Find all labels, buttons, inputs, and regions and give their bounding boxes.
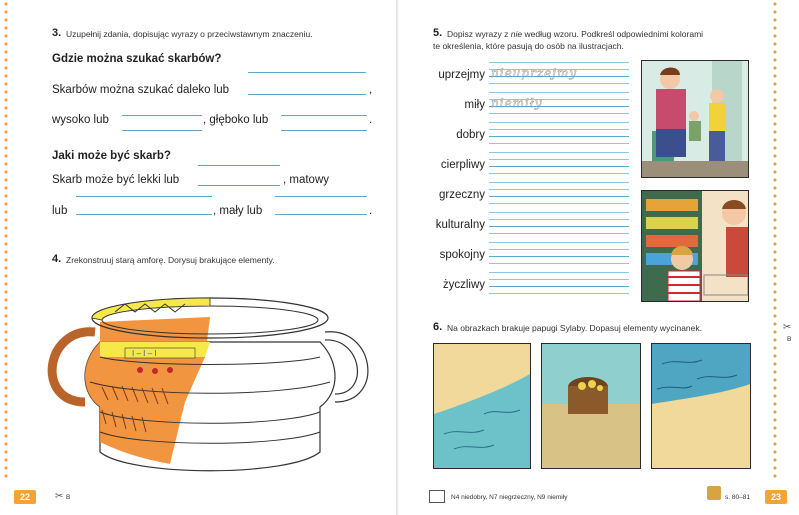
exercise-3-number: 3. bbox=[52, 27, 62, 39]
exercise-6-instruction: Na obrazkach brakuje papugi Sylaby. Dopasuj elementy wycinanek. bbox=[447, 323, 702, 333]
writing-line[interactable] bbox=[489, 242, 629, 243]
writing-line[interactable] bbox=[489, 122, 629, 123]
word-8: życzliwy bbox=[442, 279, 485, 291]
exercise-4-instruction: Zrekonstruuj starą amforę. Dorysuj brakujące elementy. bbox=[66, 255, 275, 265]
sentence-2d: , mały lub bbox=[213, 205, 263, 217]
amphora-illustration[interactable] bbox=[40, 282, 380, 482]
writing-line[interactable] bbox=[489, 279, 629, 280]
exercise-6-number: 6. bbox=[433, 321, 443, 333]
dotted-border-left bbox=[4, 0, 8, 480]
side-label: B bbox=[787, 336, 792, 343]
left-page bbox=[0, 0, 398, 515]
scissors-icon: ✂ bbox=[55, 491, 64, 502]
word-1: uprzejmy bbox=[438, 69, 485, 81]
writing-line[interactable] bbox=[489, 196, 629, 197]
writing-line[interactable] bbox=[489, 166, 629, 167]
footer-note: N4 niedobry, N7 niegrzeczny, N9 niemiły bbox=[451, 494, 568, 501]
writing-line[interactable] bbox=[489, 249, 629, 250]
sentence-2c: lub bbox=[52, 205, 68, 217]
footer-label: B bbox=[66, 494, 71, 501]
answer-line[interactable] bbox=[76, 214, 212, 215]
traced-word-1: nieuprzejmy bbox=[491, 66, 578, 80]
punct: . bbox=[369, 205, 373, 217]
writing-line[interactable] bbox=[489, 113, 629, 114]
answer-line[interactable] bbox=[275, 196, 367, 197]
writing-line[interactable] bbox=[489, 152, 629, 153]
sentence-1c: , głęboko lub bbox=[203, 114, 269, 126]
instr-part: Dopisz wyrazy z bbox=[447, 29, 511, 39]
instr-em: nie bbox=[510, 29, 523, 39]
exercise-3-instruction: Uzupełnij zdania, dopisując wyrazy o przeciwstawnym znaczeniu. bbox=[66, 29, 313, 39]
writing-line[interactable] bbox=[489, 293, 629, 294]
page-number-right: 23 bbox=[765, 490, 787, 504]
scissors-icon: ✂ bbox=[783, 322, 792, 333]
writing-line[interactable] bbox=[489, 83, 629, 84]
shop-scene-image bbox=[642, 191, 748, 301]
word-2: miły bbox=[464, 99, 485, 111]
writing-line[interactable] bbox=[489, 62, 629, 63]
sentence-1a: Skarbów można szukać daleko lub bbox=[52, 84, 230, 96]
book-icon bbox=[429, 490, 445, 503]
workbook-icon bbox=[707, 486, 721, 500]
word-6: kulturalny bbox=[435, 219, 485, 231]
dotted-border-right bbox=[773, 0, 777, 480]
punct: . bbox=[369, 114, 373, 126]
writing-line[interactable] bbox=[489, 272, 629, 273]
answer-line[interactable] bbox=[76, 196, 212, 197]
writing-line[interactable] bbox=[489, 99, 629, 100]
writing-line[interactable] bbox=[489, 189, 629, 190]
svg-text:I – I – I: I – I – I bbox=[132, 349, 157, 358]
writing-line[interactable] bbox=[489, 226, 629, 227]
exercise-5-number: 5. bbox=[433, 27, 443, 39]
writing-line[interactable] bbox=[489, 92, 629, 93]
writing-line[interactable] bbox=[489, 182, 629, 183]
punct: , bbox=[369, 84, 373, 96]
question-2: Jaki może być skarb? bbox=[52, 150, 171, 162]
writing-line[interactable] bbox=[489, 256, 629, 257]
illustration-bus bbox=[641, 60, 749, 178]
page-number-left: 22 bbox=[14, 490, 36, 504]
illustration-shop bbox=[641, 190, 749, 302]
sentence-1b: wysoko lub bbox=[52, 114, 109, 126]
writing-line[interactable] bbox=[489, 203, 629, 204]
sentence-2a: Skarb może być lekki lub bbox=[52, 174, 180, 186]
exercise-5-instruction-2: te określenia, które pasują do osób na ilustracjach. bbox=[433, 41, 624, 51]
question-1: Gdzie można szukać skarbów? bbox=[52, 53, 222, 65]
beach-scene-image bbox=[434, 344, 530, 468]
writing-line[interactable] bbox=[489, 76, 629, 77]
writing-line[interactable] bbox=[489, 129, 629, 130]
word-5: grzeczny bbox=[438, 189, 485, 201]
writing-line[interactable] bbox=[489, 212, 629, 213]
writing-line[interactable] bbox=[489, 143, 629, 144]
bus-scene-image bbox=[642, 61, 748, 177]
picture-2[interactable] bbox=[541, 343, 641, 469]
answer-line[interactable] bbox=[248, 72, 366, 73]
sea-scene-image bbox=[652, 344, 750, 468]
writing-line[interactable] bbox=[489, 286, 629, 287]
exercise-4-number: 4. bbox=[52, 253, 62, 265]
writing-line[interactable] bbox=[489, 173, 629, 174]
writing-line[interactable] bbox=[489, 159, 629, 160]
answer-line[interactable] bbox=[122, 115, 202, 116]
writing-line[interactable] bbox=[489, 263, 629, 264]
word-3: dobry bbox=[456, 129, 485, 141]
treasure-scene-image bbox=[542, 344, 640, 468]
picture-1[interactable] bbox=[433, 343, 531, 469]
right-page bbox=[401, 0, 799, 515]
writing-line[interactable] bbox=[489, 69, 629, 70]
writing-line[interactable] bbox=[489, 233, 629, 234]
traced-word-2: niemiły bbox=[491, 96, 543, 110]
answer-line[interactable] bbox=[281, 115, 367, 116]
writing-line[interactable] bbox=[489, 219, 629, 220]
answer-line[interactable] bbox=[281, 130, 367, 131]
sentence-2b: , matowy bbox=[283, 174, 330, 186]
exercise-5-instruction bbox=[447, 29, 703, 39]
answer-line[interactable] bbox=[275, 214, 367, 215]
writing-line[interactable] bbox=[489, 136, 629, 137]
writing-line[interactable] bbox=[489, 106, 629, 107]
word-4: cierpliwy bbox=[440, 159, 485, 171]
answer-line[interactable] bbox=[198, 165, 280, 166]
answer-line[interactable] bbox=[248, 94, 366, 95]
answer-line[interactable] bbox=[198, 185, 280, 186]
answer-line[interactable] bbox=[122, 130, 202, 131]
picture-3[interactable] bbox=[651, 343, 751, 469]
footer-pages: s. 80–81 bbox=[725, 494, 750, 501]
word-7: spokojny bbox=[439, 249, 485, 261]
instr-part: według wzoru. Podkreśl odpowiednimi kolorami bbox=[522, 29, 704, 39]
